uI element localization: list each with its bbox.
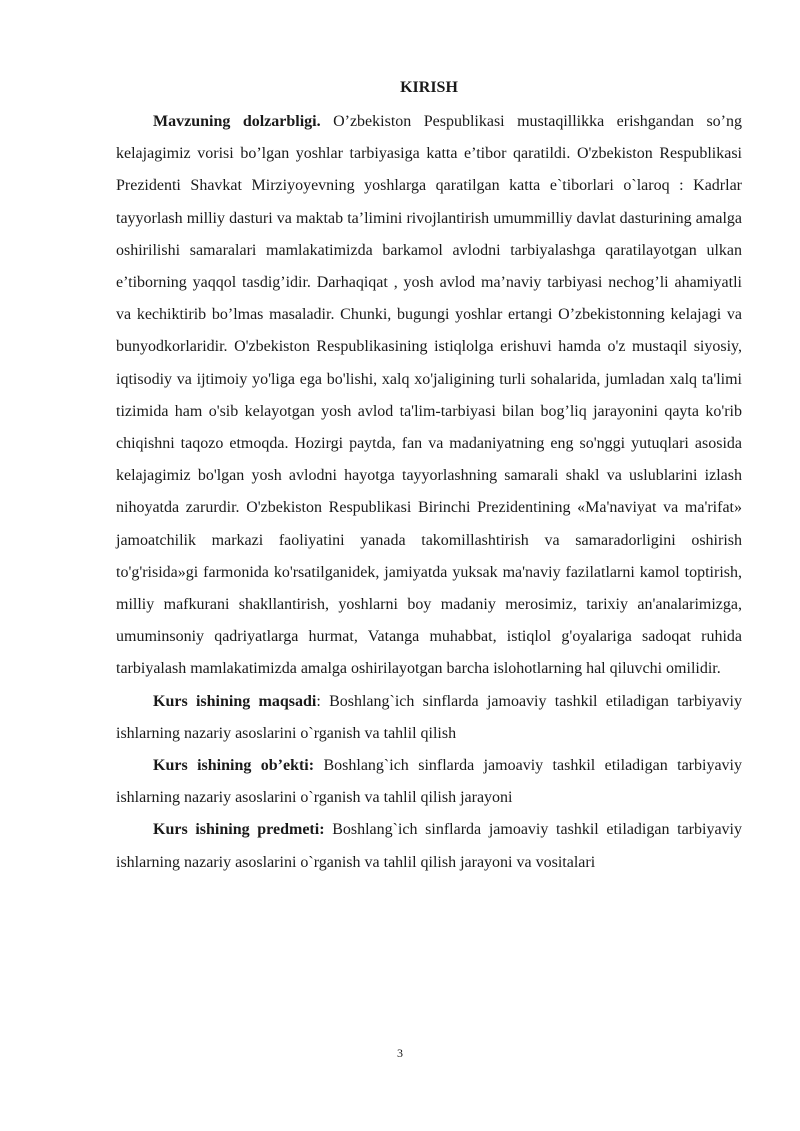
object-text: Boshlang`ich sinflarda jamoaviy tashkil etiladigan tarbiyaviy ishlarning nazariy asoslarini o`rganish va tahlil qilish jarayoni [116, 757, 742, 807]
purpose-label: Kurs ishining maqsadi [153, 692, 317, 710]
document-page [116, 76, 742, 879]
relevance-text: O’zbekiston Pespublikasi mustaqillikka erishgandan so’ng kelajagimiz vorisi bo’lgan yoshlar tarbiyasiga katta e’tibor qaratildi. O'zbekiston Respublikasi Prezidenti Shavkat Mirziyoyevning yoshlarga qaratilgan katta e`tiborlari o`laroq : Kadrlar tayyorlash milliy dasturi va maktab ta’limini rivojlantirish umummilliy davlat dasturining amalga oshirilishi samaralari mamlakatimizda barkamol avlodni tarbiyalashga qaratilayotgan ulkan e’tiborning yaqqol tasdig’idir. Darhaqiqat , yosh avlod ma’naviy tarbiyasi nechog’li ahamiyatli va kechiktirib bo’lmas masaladir. Chunki, bugungi yoshlar ertangi O’zbekistonning kelajagi va bunyodkorlaridir. O'zbekiston Respublikasining istiqlolga erishuvi hamda o'z mustaqil siyosiy, iqtisodiy va ijtimoiy yo'liga ega bo'lishi, xalq xo'jaligining turli sohalarida, jumladan xalq ta'limi tizimida ham o'sib kelayotgan yosh avlod ta'lim-tarbiyasi bilan bog’liq jarayonini qayta ko'rib chiqishni taqozo etmoqda. Hozirgi paytda, fan va madaniyatning eng so'nggi yutuqlari asosida kelajagimiz bo'lgan yosh avlodni hayotga tayyorlashning samarali shakl va uslublarini izlash nihoyatda zarurdir. O'zbekiston Respublikasi Birinchi Prezidentining «Ma'naviyat va ma'rifat» jamoatchilik markazi faoliyatini yanada takomillashtirish va samaradorligini oshirish to'g'risida»gi farmonida ko'rsatilganidek, jamiyatda yuksak ma'naviy fazilatlarni kamol toptirish, milliy mafkurani shakllantirish, yoshlarni boy madaniy merosimiz, tarixiy an'analarimizga, umuminsoniy qadriyatlarga hurmat, Vatanga muhabbat, istiqlol g'oyalariga sadoqat ruhida tarbiyalash mamlakatimizda amalga oshirilayotgan barcha islohotlarning hal qiluvchi omilidir. [116, 113, 742, 678]
purpose-paragraph [116, 686, 742, 750]
purpose-text: : Boshlang`ich sinflarda jamoaviy tashkil etiladigan tarbiyaviy ishlarning nazariy asoslarini o`rganish va tahlil qilish [116, 692, 742, 742]
subject-label: Kurs ishining predmeti: [153, 821, 325, 839]
relevance-paragraph [116, 106, 742, 686]
object-label: Kurs ishining ob’ekti: [153, 757, 315, 775]
subject-paragraph [116, 814, 742, 878]
page-title: KIRISH [400, 79, 458, 96]
page-number: 3 [397, 1046, 403, 1060]
object-paragraph [116, 750, 742, 814]
subject-text: Boshlang`ich sinflarda jamoaviy tashkil etiladigan tarbiyaviy ishlarning nazariy asoslarini o`rganish va tahlil qilish jarayoni va vositalari [116, 821, 742, 871]
relevance-label: Mavzuning dolzarbligi. [153, 113, 321, 130]
